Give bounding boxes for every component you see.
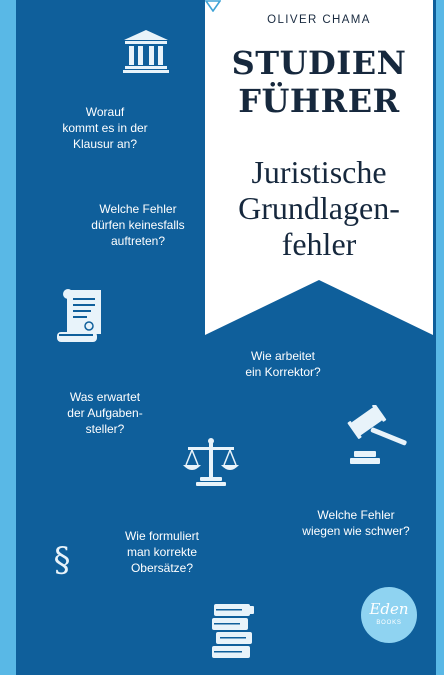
question-line: Worauf [85, 105, 125, 119]
series-title-line2: FÜHRER [238, 82, 400, 120]
question-corrector [228, 348, 338, 380]
question-line: Obersätze? [130, 561, 194, 575]
question-exam-focus [40, 104, 170, 152]
question-line: Welche Fehler [99, 202, 177, 216]
gavel-icon [346, 405, 412, 467]
caret-down-icon [205, 0, 221, 12]
book-title-line3: fehler [281, 226, 357, 262]
question-line: dürfen keinesfalls [91, 218, 185, 232]
question-line: kommt es in der [62, 121, 148, 135]
courthouse-icon [122, 29, 170, 73]
book-title-line2: Grundlagen- [238, 190, 400, 226]
question-line: der Aufgaben- [67, 406, 143, 420]
question-line: man korrekte [126, 545, 198, 559]
right-accent-stripe [436, 0, 444, 675]
scales-icon [182, 437, 240, 487]
question-line: Klausur an? [72, 137, 138, 151]
scroll-icon [55, 288, 105, 344]
question-line: Wie formuliert [124, 529, 199, 543]
question-line: wiegen wie schwer? [302, 524, 410, 538]
question-line: Wie arbeitet [250, 349, 316, 363]
publisher-logo-name: Eden [369, 600, 409, 618]
publisher-logo [361, 587, 417, 643]
question-error-weight [286, 507, 426, 539]
publisher-logo-sub: BOOKS [376, 620, 402, 626]
left-accent-stripe [0, 0, 16, 675]
books-icon [210, 602, 256, 660]
author-name: OLIVER CHAMA [267, 14, 371, 26]
question-line: Welche Fehler [317, 508, 395, 522]
question-examiner-expectations [40, 389, 170, 437]
title-banner [205, 0, 433, 335]
series-title-line1: STUDIEN [231, 44, 407, 82]
question-line: auftreten? [110, 234, 166, 248]
question-forbidden-errors [78, 201, 198, 249]
question-headings [102, 528, 222, 576]
question-line: ein Korrektor? [245, 365, 321, 379]
paragraph-icon: § [53, 540, 71, 580]
question-line: steller? [85, 422, 125, 436]
question-line: Was erwartet [69, 390, 141, 404]
book-title-line1: Juristische [251, 154, 387, 190]
